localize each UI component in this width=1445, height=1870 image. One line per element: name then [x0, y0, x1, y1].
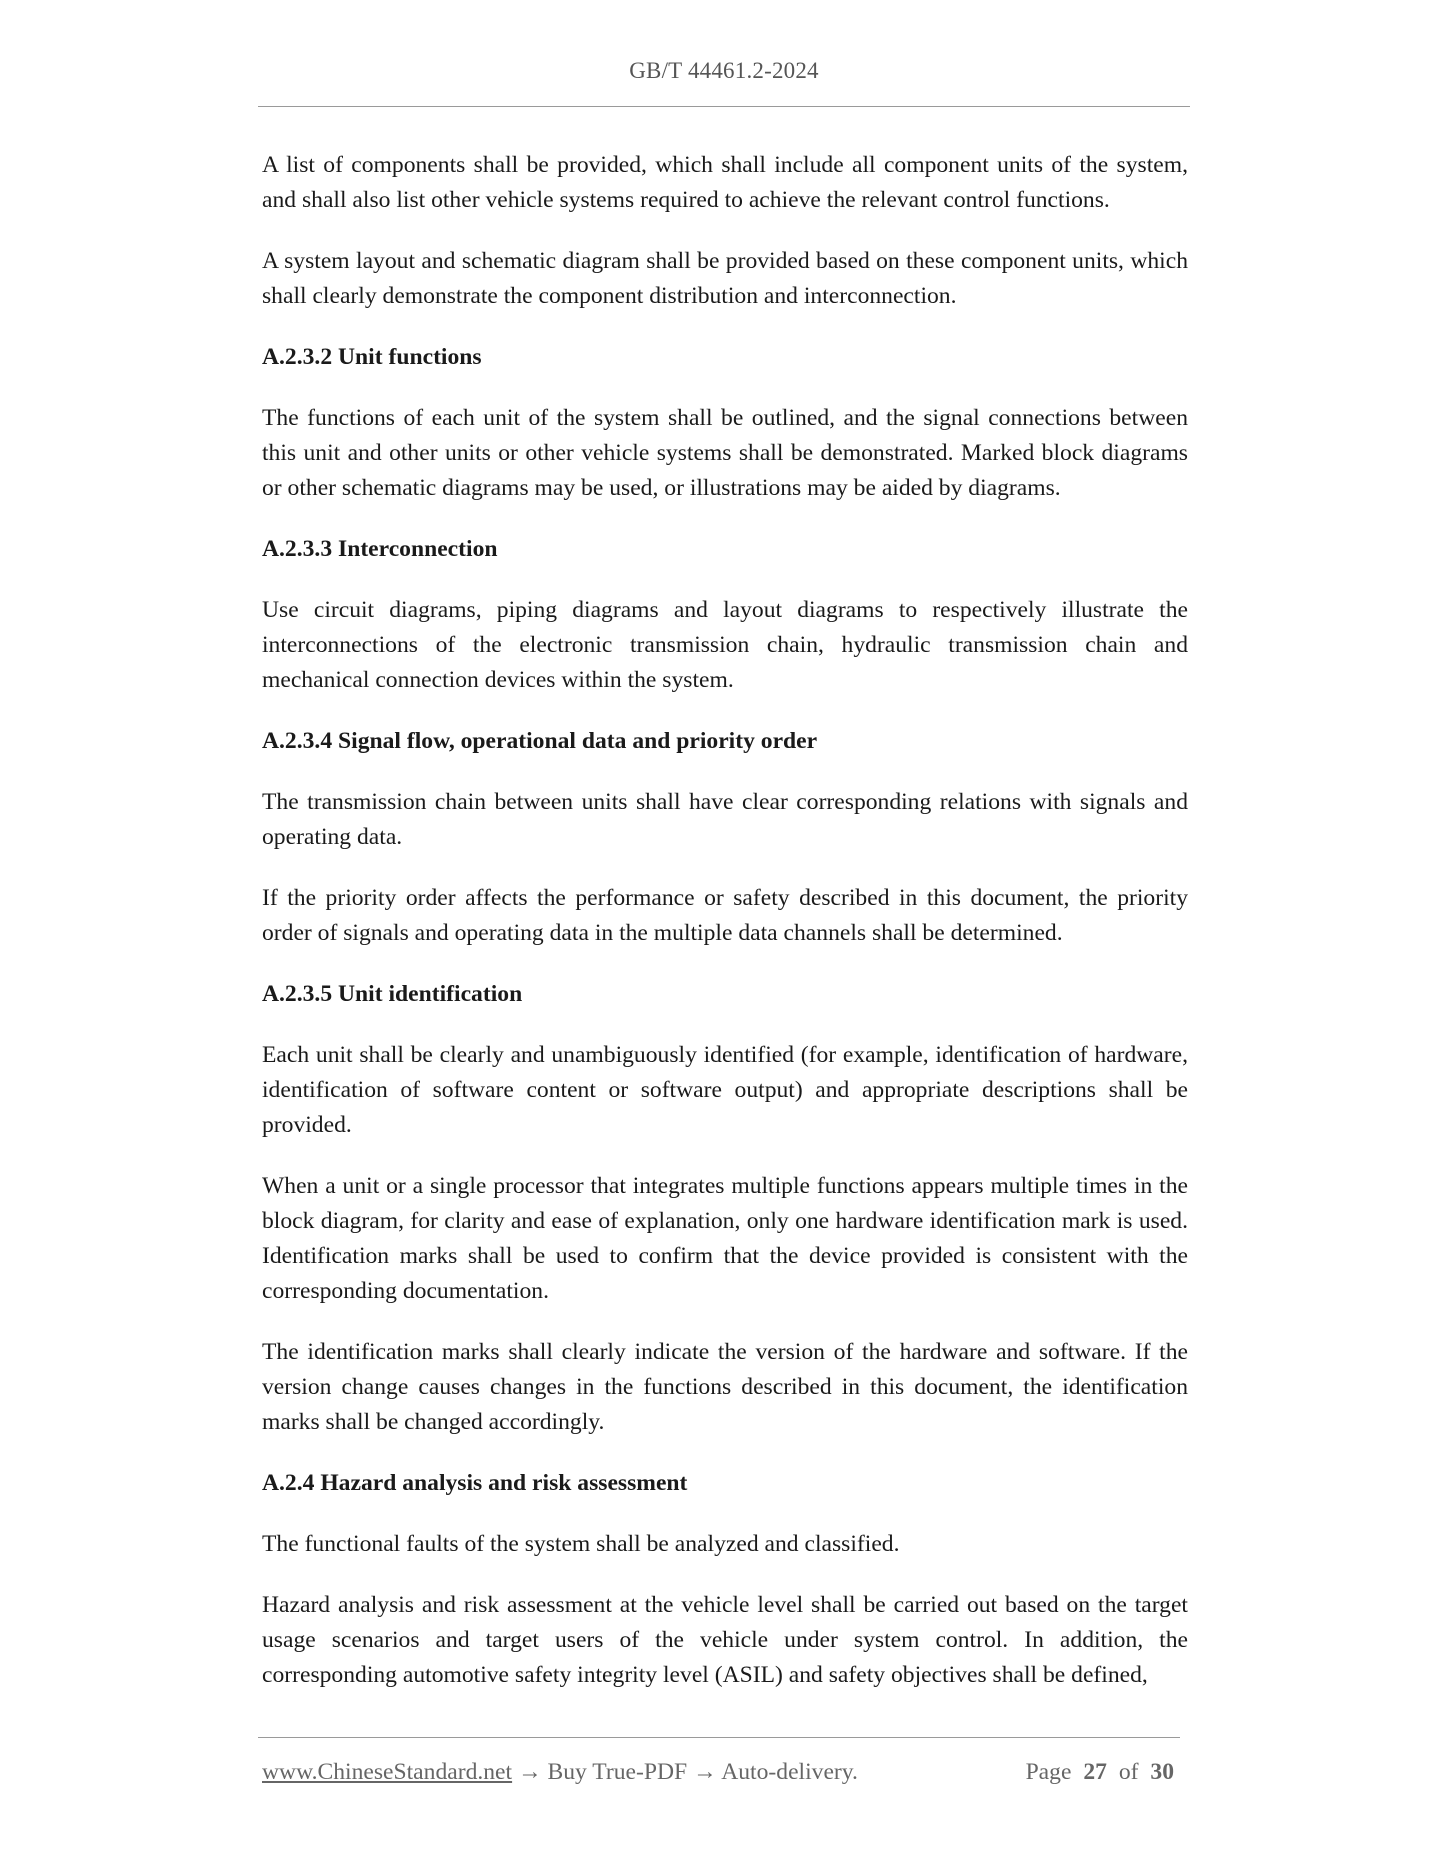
heading-a232-unit-functions: A.2.3.2 Unit functions [262, 344, 482, 370]
footer-divider [258, 1737, 1180, 1738]
page-number [1026, 1756, 1180, 1788]
chinesestandard-link[interactable]: www.ChineseStandard.net [262, 1759, 513, 1785]
of-label: of [1118, 1759, 1139, 1785]
footer-promo-text: → Buy True-PDF → Auto-delivery. [512, 1759, 858, 1785]
current-page-number: 27 [1083, 1759, 1107, 1785]
heading-a233-interconnection: A.2.3.3 Interconnection [262, 536, 498, 562]
paragraph-single-processor: When a unit or a single processor that integrates multiple functions appears multiple times in the block diagram, for clarity and ease of explanation, only one hardware identification mark is used. Identification marks shall be used to confirm that the device provided is consistent with the corresponding documentation. [262, 1173, 1188, 1304]
paragraph-priority-order: If the priority order affects the performance or safety described in this document, the priority order of signals and operating data in the multiple data channels shall be determined. [262, 885, 1188, 946]
footer-promo [262, 1756, 858, 1788]
paragraph-system-layout: A system layout and schematic diagram shall be provided based on these component units, which shall clearly demonstrate the component distribution and interconnection. [262, 248, 1188, 309]
heading-a235-unit-identification: A.2.3.5 Unit identification [262, 981, 523, 1007]
heading-a234-signal-flow: A.2.3.4 Signal flow, operational data and priority order [262, 728, 818, 754]
paragraph-unit-identified: Each unit shall be clearly and unambiguously identified (for example, identification of hardware, identification of software content or software output) and appropriate descriptions shall be provided. [262, 1042, 1188, 1138]
paragraph-component-list: A list of components shall be provided, which shall include all component units of the system, and shall also list other vehicle systems required to achieve the relevant control functions. [262, 152, 1188, 213]
document-body [262, 148, 1188, 1693]
paragraph-identification-marks: The identification marks shall clearly indicate the version of the hardware and software. If the version change causes changes in the functions described in this document, the identification marks shall be changed accordingly. [262, 1339, 1188, 1435]
paragraph-interconnection: Use circuit diagrams, piping diagrams and layout diagrams to respectively illustrate the interconnections of the electronic transmission chain, hydraulic transmission chain and mechanical connection devices within the system. [262, 597, 1188, 693]
paragraph-hazard-risk-assessment: Hazard analysis and risk assessment at the vehicle level shall be carried out based on the target usage scenarios and target users of the vehicle under system control. In addition, the corresponding automotive safety integrity level (ASIL) and safety objectives shall be defined, [262, 1592, 1188, 1688]
paragraph-functional-faults: The functional faults of the system shall be analyzed and classified. [262, 1531, 900, 1557]
paragraph-transmission-chain: The transmission chain between units shall have clear corresponding relations with signals and operating data. [262, 789, 1188, 850]
header-divider [258, 106, 1190, 107]
paragraph-unit-functions: The functions of each unit of the system shall be outlined, and the signal connections between this unit and other units or other vehicle systems shall be demonstrated. Marked block diagrams or other schematic diagrams may be used, or illustrations may be aided by diagrams. [262, 405, 1188, 501]
page-header-doc-id: GB/T 44461.2-2024 [629, 58, 819, 83]
page-label: Page [1025, 1759, 1072, 1785]
heading-a24-hazard-analysis: A.2.4 Hazard analysis and risk assessment [262, 1470, 688, 1496]
total-page-number: 30 [1150, 1759, 1174, 1785]
